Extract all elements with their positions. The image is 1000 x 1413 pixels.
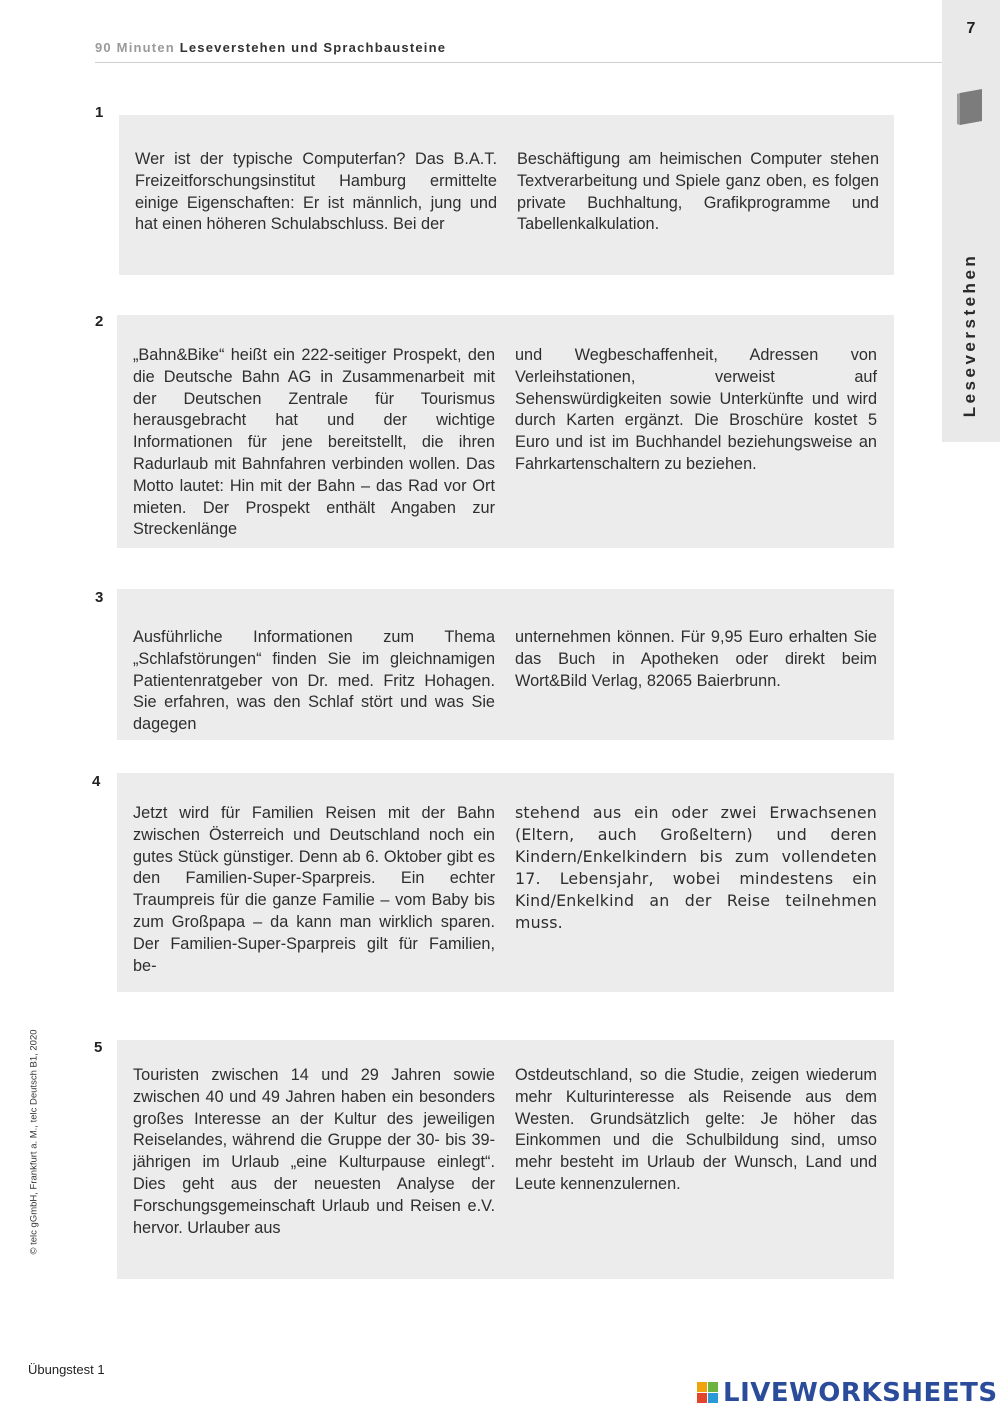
text-5-left-column: Touristen zwischen 14 und 29 Jahren sowie zwischen 40 und 49 Jahren haben ein besonders großes Interesse an der Kultur des jeweiligen Reiselandes, während die Gruppe der 30- bis 39-jährigen im Urlaub „eine Kulturpause einlegt“. Dies geht aus der neuesten Analyse der Forschungsgemeinschaft Urlaub und Reisen e.V. hervor. Urlauber aus [133, 1066, 495, 1237]
text-number-1: 1 [95, 104, 104, 121]
text-4-right-column: stehend aus ein oder zwei Erwachsenen (Eltern, auch Großeltern) und deren Kindern/Enkelkindern bis zum vollendeten 17. Lebensjahr, wobei mindestens ein Kind/Enkelkind an der Reise teilnehmen muss. [515, 803, 877, 932]
text-box-4 [117, 773, 894, 992]
text-number-4: 4 [92, 773, 101, 790]
text-number-5: 5 [94, 1039, 103, 1056]
text-1-left-column: Wer ist der typische Computerfan? Das B.A.T. Freizeitforschungsinstitut Hamburg ermittelte einige Eigenschaften: Er ist männlich, jung und hat einen höheren Schulabschluss. Bei der [135, 150, 497, 234]
text-3-right-column: unternehmen können. Für 9,95 Euro erhalten Sie das Buch in Apotheken oder direkt beim Wort&Bild Verlag, 82065 Baierbrunn. [515, 628, 877, 690]
liveworksheets-logo[interactable] [697, 1378, 998, 1408]
text-2-left-column: „Bahn&Bike“ heißt ein 222-seitiger Prospekt, den die Deutsche Bahn AG in Zusammenarbeit mit der Deutschen Zentrale für Tourismus herausgebracht hat und der wichtige Informationen für jene bereitstellt, die ihren Radurlaub mit Bahnfahren verbinden wollen. Das Motto lautet: Hin mit der Bahn – das Rad vor Ort mieten. Der Prospekt enthält Angaben zur Streckenlänge [133, 346, 495, 539]
copyright-note: © telc gGmbH, Frankfurt a. M., telc Deutsch B1, 2020 [28, 1029, 40, 1255]
text-2-right-column: und Wegbeschaffenheit, Adressen von Verleihstationen, verweist auf Sehenswürdigkeiten sowie Unterkünfte und wird durch Karten ergänzt. Die Broschüre kostet 5 Euro und ist im Buchhandel beziehungsweise an Fahrkartenschaltern zu beziehen. [515, 346, 877, 473]
text-number-3: 3 [95, 589, 104, 606]
logo-text: LIVEWORKSHEETS [723, 1378, 998, 1408]
header-prefix: 90 Minuten [95, 40, 175, 55]
text-number-2: 2 [95, 313, 104, 330]
book-icon [957, 89, 983, 125]
text-3-left-column: Ausführliche Informationen zum Thema „Schlafstörungen“ finden Sie im gleichnamigen Patientenratgeber von Dr. med. Fritz Hohagen. Sie erfahren, was den Schlaf stört und was Sie dagegen [133, 628, 495, 734]
text-box-3 [117, 589, 894, 740]
liveworksheets-logo-icon [697, 1382, 719, 1404]
running-header [95, 40, 446, 55]
footer-test-label: Übungstest 1 [28, 1362, 105, 1377]
text-1-right-column: Beschäftigung am heimischen Computer stehen Textverarbeitung und Spiele ganz oben, es folgen private Buchhaltung, Grafikprogramme und Tabellenkalkulation. [517, 150, 879, 234]
text-4-left-column: Jetzt wird für Familien Reisen mit der Bahn zwischen Österreich und Deutschland noch ein gutes Stück günstiger. Denn ab 6. Oktober gibt es den Familien-Super-Sparpreis. Ein echter Traumpreis für die ganze Familie – vom Baby bis zum Großpapa – da kann man wirklich sparen. Der Familien-Super-Sparpreis gilt für Familien, be- [133, 804, 495, 975]
text-5-right-column: Ostdeutschland, so die Studie, zeigen wiederum mehr Kulturinteresse als Reisende aus dem Westen. Grundsätzlich gelte: Je höher das Einkommen und die Schulbildung sind, umso mehr besteht im Urlaub der Wunsch, Land und Leute kennenzulernen. [515, 1066, 877, 1193]
text-box-1 [119, 115, 894, 275]
header-divider [95, 62, 942, 63]
section-label: Leseverstehen [960, 252, 979, 418]
header-title: Leseverstehen und Sprachbausteine [179, 40, 447, 55]
text-box-5 [117, 1040, 894, 1279]
text-box-2 [117, 315, 894, 548]
page-number: 7 [966, 20, 976, 37]
